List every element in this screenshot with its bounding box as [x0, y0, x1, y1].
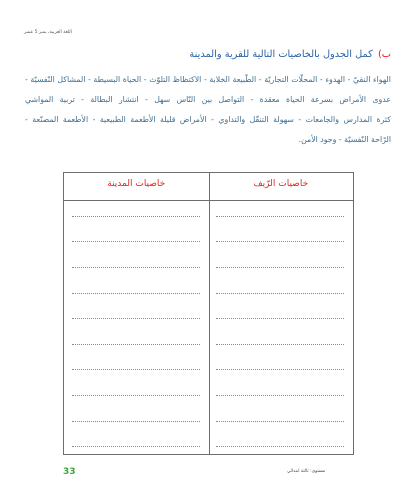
countryside-answer-line[interactable]: [216, 216, 344, 217]
word-bank-item: الأطعمة الطبيعية -: [92, 115, 156, 124]
running-header: اللغة العربية، بمبر 5 عشر: [24, 30, 72, 35]
city-answer-line[interactable]: [72, 395, 200, 396]
word-bank-item: الحياة البسيطة -: [87, 75, 142, 84]
countryside-answer-line[interactable]: [216, 241, 344, 242]
countryside-answer-line[interactable]: [216, 446, 344, 447]
countryside-answer-line[interactable]: [216, 395, 344, 396]
exercise-letter: ب): [377, 49, 391, 60]
countryside-answer-line[interactable]: [216, 344, 344, 345]
word-bank-item: الطّبيعة الخلابة -: [203, 75, 257, 84]
word-bank-item: انتشار البطالة -: [81, 95, 139, 104]
city-answer-line[interactable]: [72, 267, 200, 268]
countryside-answer-line[interactable]: [216, 267, 344, 268]
page-number: 33: [63, 467, 76, 477]
countryside-answer-line[interactable]: [216, 318, 344, 319]
city-answer-line[interactable]: [72, 293, 200, 294]
city-answer-line[interactable]: [72, 241, 200, 242]
word-bank-item: الحياة معقدة -: [250, 95, 305, 104]
word-bank-item: الهدوء -: [319, 75, 345, 84]
exercise-title-text: كمل الجدول بالخاصيات التالية للقرية والمدينة: [189, 49, 373, 60]
footer-level-text: مستوى: ثالثة ابتدائي: [287, 469, 326, 474]
column-header-city: خاصيات المدينة: [107, 179, 166, 189]
word-bank-item: الرّاحة النّفسيّة -: [338, 135, 391, 144]
exercise-title: [189, 49, 391, 60]
word-bank-item: الهواء النقيّ -: [347, 75, 391, 84]
city-answer-line[interactable]: [72, 421, 200, 422]
city-answer-line[interactable]: [72, 216, 200, 217]
word-bank-item: التلوّث -: [143, 75, 171, 84]
word-bank: [25, 70, 391, 150]
countryside-answer-line[interactable]: [216, 421, 344, 422]
city-answer-line[interactable]: [72, 318, 200, 319]
word-bank-item: تربية المواشي: [25, 95, 75, 104]
word-bank-item: الاكتظاظ: [172, 75, 202, 84]
countryside-answer-line[interactable]: [216, 369, 344, 370]
word-bank-item: الأطعمة المصنّعة -: [25, 115, 89, 124]
word-bank-item: عدوى الأمراض بسرعة: [310, 95, 392, 104]
city-answer-line[interactable]: [72, 344, 200, 345]
word-bank-item: سهولة التنقّل والتداوي -: [211, 115, 294, 124]
characteristics-table: [63, 172, 354, 455]
word-bank-item: الأمراض قليلة: [160, 115, 207, 124]
city-answer-line[interactable]: [72, 369, 200, 370]
column-header-countryside: خاصيات الرّيف: [253, 179, 309, 189]
word-bank-item: وجود الأمن.: [298, 135, 337, 144]
table-rows: [64, 200, 353, 454]
word-bank-item: المشاكل النّفسيّة -: [25, 75, 86, 84]
countryside-answer-line[interactable]: [216, 293, 344, 294]
word-bank-item: كثرة المدارس والجامعات -: [298, 115, 391, 124]
city-answer-line[interactable]: [72, 446, 200, 447]
word-bank-item: التواصل بين النّاس سهل -: [145, 95, 245, 104]
word-bank-item: المحلّات التجاريّة -: [258, 75, 318, 84]
